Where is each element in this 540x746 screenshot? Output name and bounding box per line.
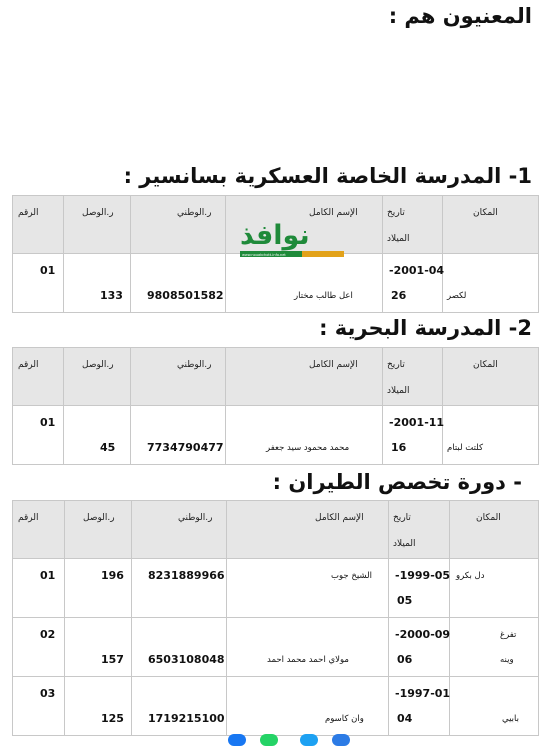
- header-number: الرقم: [13, 501, 65, 559]
- cell-nni: 7734790477: [131, 406, 226, 465]
- messenger-icon[interactable]: [332, 734, 350, 746]
- header-place: المكان: [443, 196, 539, 254]
- section-title-aviation-course: - دورة تخصص الطيران :: [272, 470, 522, 494]
- header-full-name: الإسم الكامل: [226, 196, 383, 254]
- cell-receipt: 125: [65, 677, 132, 736]
- header-full-name: الإسم الكامل: [226, 348, 383, 406]
- header-nni: ر.الوطني: [132, 501, 227, 559]
- header-nni: ر.الوطني: [131, 348, 226, 406]
- cell-full-name: محمد محمود سيد جعفر: [226, 406, 383, 465]
- top-heading: المعنيون هم :: [388, 4, 532, 28]
- cell-full-name: الشيخ جوب: [227, 559, 389, 618]
- cell-place: لكصر: [443, 254, 539, 313]
- twitter-icon[interactable]: [300, 734, 318, 746]
- naval-school-table: [12, 347, 539, 465]
- logo-tagline: www.nouakchott-info.net: [242, 253, 286, 257]
- cell-nni: 9808501582: [131, 254, 226, 313]
- header-full-name: الإسم الكامل: [227, 501, 389, 559]
- table-header-row: [13, 348, 539, 406]
- header-nni: ر.الوطني: [131, 196, 226, 254]
- aviation-course-table: [12, 500, 539, 736]
- cell-receipt: 45: [64, 406, 131, 465]
- table-row: [13, 406, 539, 465]
- cell-full-name: اعل طالب مختار: [226, 254, 383, 313]
- header-place: المكان: [443, 348, 539, 406]
- header-receipt: ر.الوصل: [64, 348, 131, 406]
- table-header-row: [13, 501, 539, 559]
- cell-birthdate: 2001-11- 16: [383, 406, 443, 465]
- nawafedh-logo: [240, 220, 350, 264]
- cell-number: 03: [13, 677, 65, 736]
- cell-receipt: 133: [64, 254, 131, 313]
- header-birthdate: تاريخ الميلاد: [383, 348, 443, 406]
- cell-place: دل بكرو: [450, 559, 539, 618]
- section-title-naval-school: 2- المدرسة البحرية :: [319, 316, 532, 340]
- header-birthdate: تاريخ الميلاد: [383, 196, 443, 254]
- cell-receipt: 157: [65, 618, 132, 677]
- cell-number: 01: [13, 406, 64, 465]
- cell-place: بابيي: [450, 677, 539, 736]
- cell-nni: 1719215100: [132, 677, 227, 736]
- cell-number: 02: [13, 618, 65, 677]
- header-receipt: ر.الوصل: [64, 196, 131, 254]
- whatsapp-icon[interactable]: [260, 734, 278, 746]
- cell-nni: 6503108048: [132, 618, 227, 677]
- cell-full-name: وان كاسوم: [227, 677, 389, 736]
- header-number: الرقم: [13, 196, 64, 254]
- cell-full-name: مولاي احمد محمد احمد: [227, 618, 389, 677]
- cell-number: 01: [13, 254, 64, 313]
- header-receipt: ر.الوصل: [65, 501, 132, 559]
- cell-place: كلتت لبتام: [443, 406, 539, 465]
- cell-place: تفرغ وينه: [450, 618, 539, 677]
- logo-wordmark: نوافذ: [240, 220, 310, 251]
- cell-birthdate: 2000-09- 06: [389, 618, 450, 677]
- cell-birthdate: 1999-05- 05: [389, 559, 450, 618]
- section-title-military-school: 1- المدرسة الخاصة العسكرية بسانسير :: [123, 164, 532, 188]
- cell-number: 01: [13, 559, 65, 618]
- header-place: المكان: [450, 501, 539, 559]
- cell-birthdate: 1997-01- 04: [389, 677, 450, 736]
- cell-birthdate: 2001-04- 26: [383, 254, 443, 313]
- table-row: [13, 618, 539, 677]
- cell-receipt: 196: [65, 559, 132, 618]
- header-birthdate: تاريخ الميلاد: [389, 501, 450, 559]
- facebook-icon[interactable]: [228, 734, 246, 746]
- header-number: الرقم: [13, 348, 64, 406]
- cell-nni: 8231889966: [132, 559, 227, 618]
- table-row: [13, 677, 539, 736]
- table-row: [13, 559, 539, 618]
